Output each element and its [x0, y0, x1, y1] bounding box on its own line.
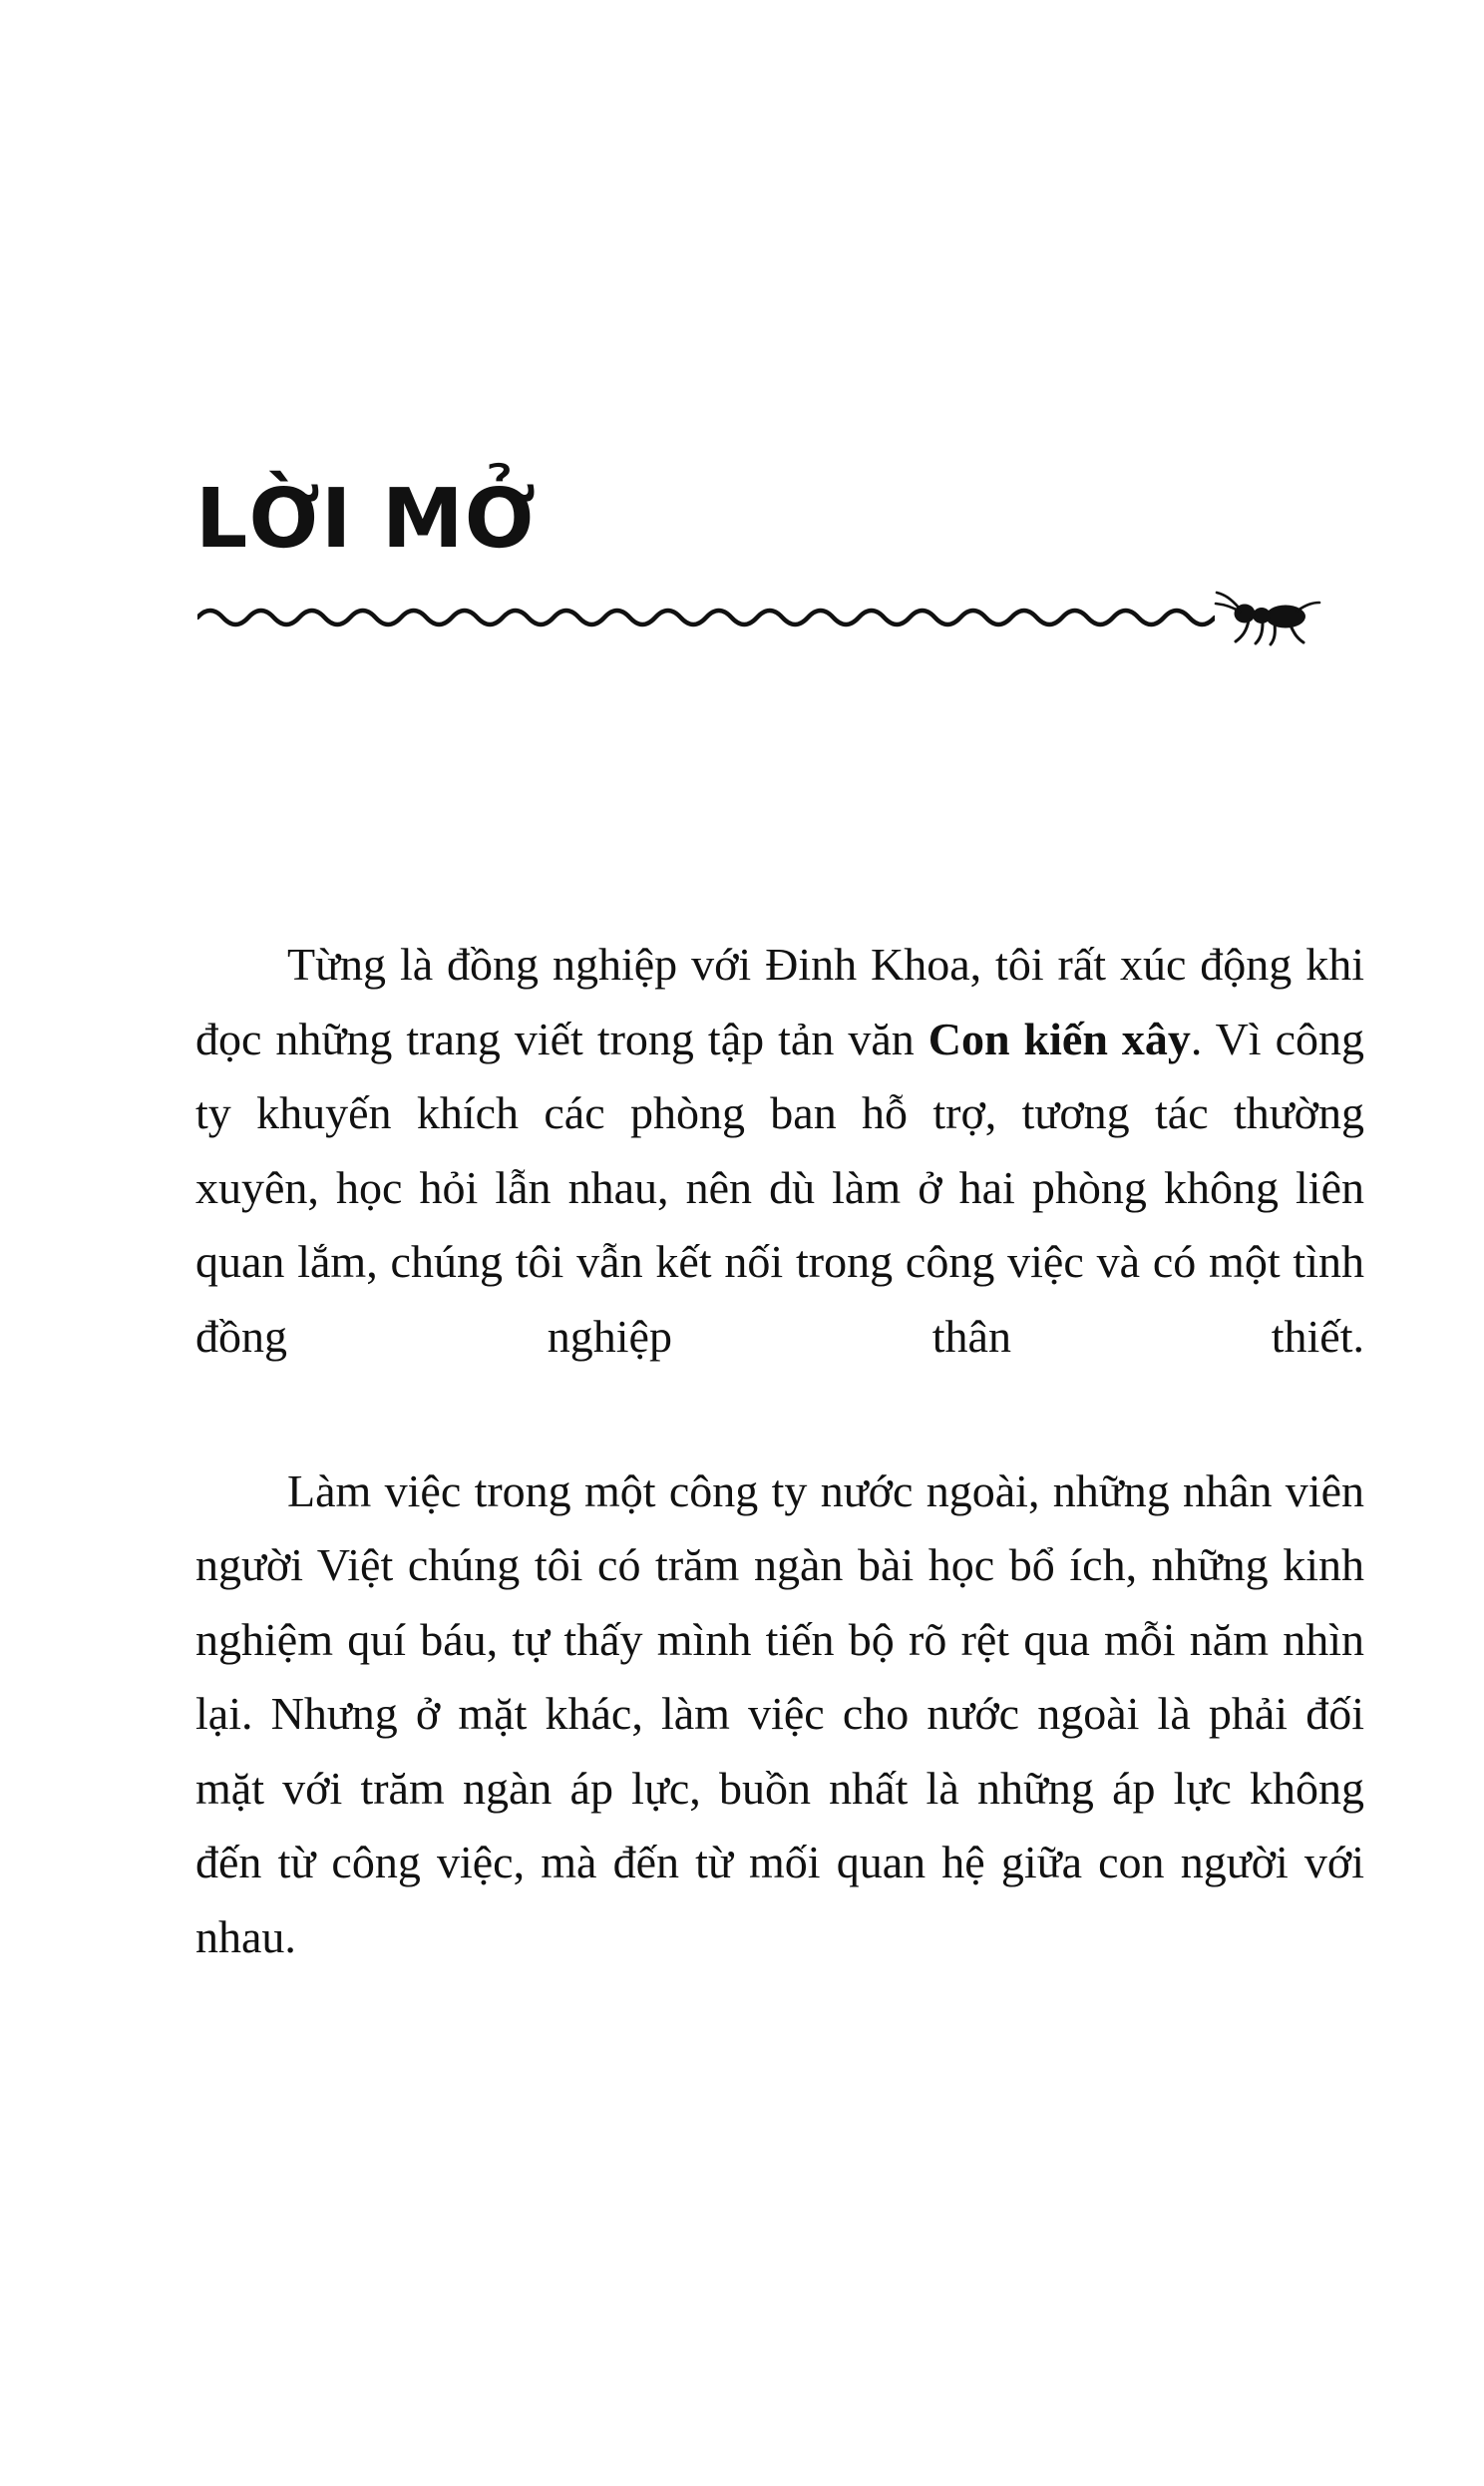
divider [195, 587, 1320, 656]
page-title: LỜI MỞ [195, 472, 538, 567]
ant-icon [1203, 581, 1322, 650]
paragraph-2 [195, 1454, 1364, 2049]
paragraph-1-run-3: . Vì công ty khuyến khích các phòng ban hỗ trợ, tương tác thường xuyên, học hỏi lẫn nhau, nên dù làm ở hai phòng không liên quan lắm, chúng tôi vẫn kết nối trong công việc và có một tình đồng nghiệp thân thiết. [195, 1013, 1364, 1362]
body-text [195, 928, 1364, 2049]
paragraph-2-run-1: Làm việc trong một công ty nước ngoài, những nhân viên người Việt chúng tôi có trăm ngàn bài học bổ ích, những kinh nghiệm quí báu, tự thấy mình tiến bộ rõ rệt qua mỗi năm nhìn lại. Nhưng ở mặt khác, làm việc cho nước ngoài là phải đối mặt với trăm ngàn áp lực, buồn nhất là những áp lực không đến từ công việc, mà đến từ mối quan hệ giữa con người với nhau. [195, 1464, 1364, 1962]
paragraph-1-run-1: Từng là đồng nghiệp với Đinh Khoa, tôi rất xúc động khi đọc những trang viết trong tập tản văn [195, 939, 1364, 1064]
paragraph-1 [195, 928, 1364, 1449]
wavy-rule-icon [197, 601, 1215, 634]
book-title-emphasis: Con kiến xây [928, 1013, 1191, 1064]
chapter-header [195, 472, 1362, 656]
